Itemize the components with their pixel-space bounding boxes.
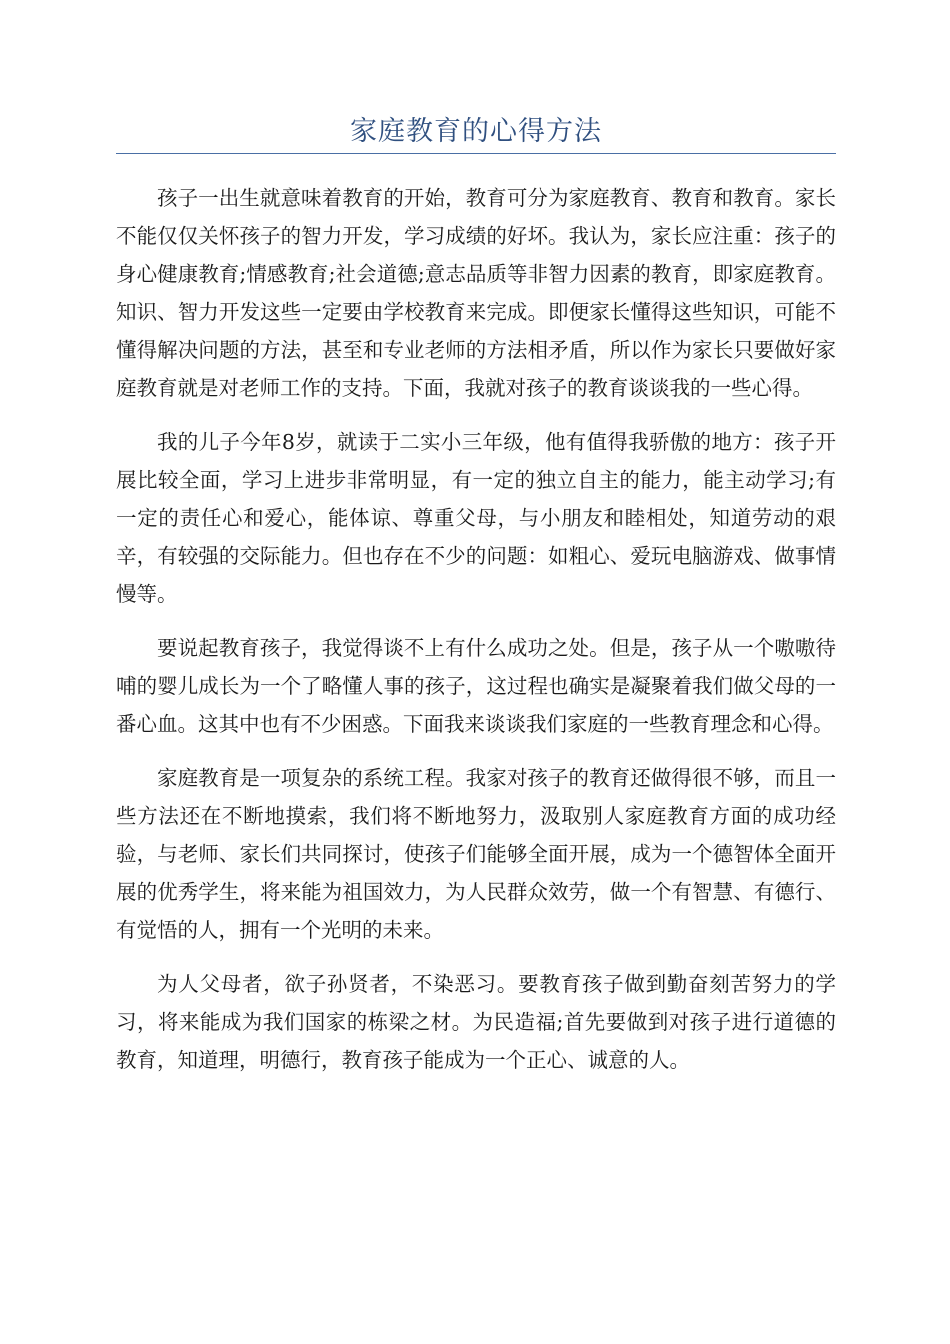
paragraph-2: 我的儿子今年8岁，就读于二实小三年级，他有值得我骄傲的地方：孩子开展比较全面，学习上进步非常明显，有一定的独立自主的能力，能主动学习;有一定的责任心和爱心，能体谅、尊重父母，与小朋友和睦相处，知道劳动的艰辛，有较强的交际能力。但也存在不少的问题：如粗心、爱玩电脑游戏、做事情慢等。 <box>116 430 836 606</box>
document-page <box>116 112 836 1079</box>
title-underline <box>116 153 836 154</box>
paragraph-5: 为人父母者，欲子孙贤者，不染恶习。要教育孩子做到勤奋刻苦努力的学习，将来能成为我们国家的栋梁之材。为民造福;首先要做到对孩子进行道德的教育，知道理，明德行，教育孩子能成为一个正心、诚意的人。 <box>116 972 836 1072</box>
document-title: 家庭教育的心得方法 <box>350 116 602 147</box>
paragraph-3: 要说起教育孩子，我觉得谈不上有什么成功之处。但是，孩子从一个嗷嗷待哺的婴儿成长为一个了略懂人事的孩子，这过程也确实是凝聚着我们做父母的一番心血。这其中也有不少困惑。下面我来谈谈我们家庭的一些教育理念和心得。 <box>116 636 836 736</box>
paragraph-1: 孩子一出生就意味着教育的开始，教育可分为家庭教育、教育和教育。家长不能仅仅关怀孩子的智力开发，学习成绩的好坏。我认为，家长应注重：孩子的身心健康教育;情感教育;社会道德;意志品质等非智力因素的教育，即家庭教育。知识、智力开发这些一定要由学校教育来完成。即便家长懂得这些知识，可能不懂得解决问题的方法，甚至和专业老师的方法相矛盾，所以作为家长只要做好家庭教育就是对老师工作的支持。下面，我就对孩子的教育谈谈我的一些心得。 <box>116 186 836 400</box>
paragraph-4: 家庭教育是一项复杂的系统工程。我家对孩子的教育还做得很不够，而且一些方法还在不断地摸索，我们将不断地努力，汲取别人家庭教育方面的成功经验，与老师、家长们共同探讨，使孩子们能够全面开展，成为一个德智体全面开展的优秀学生，将来能为祖国效力，为人民群众效劳，做一个有智慧、有德行、有觉悟的人，拥有一个光明的未来。 <box>116 766 836 942</box>
